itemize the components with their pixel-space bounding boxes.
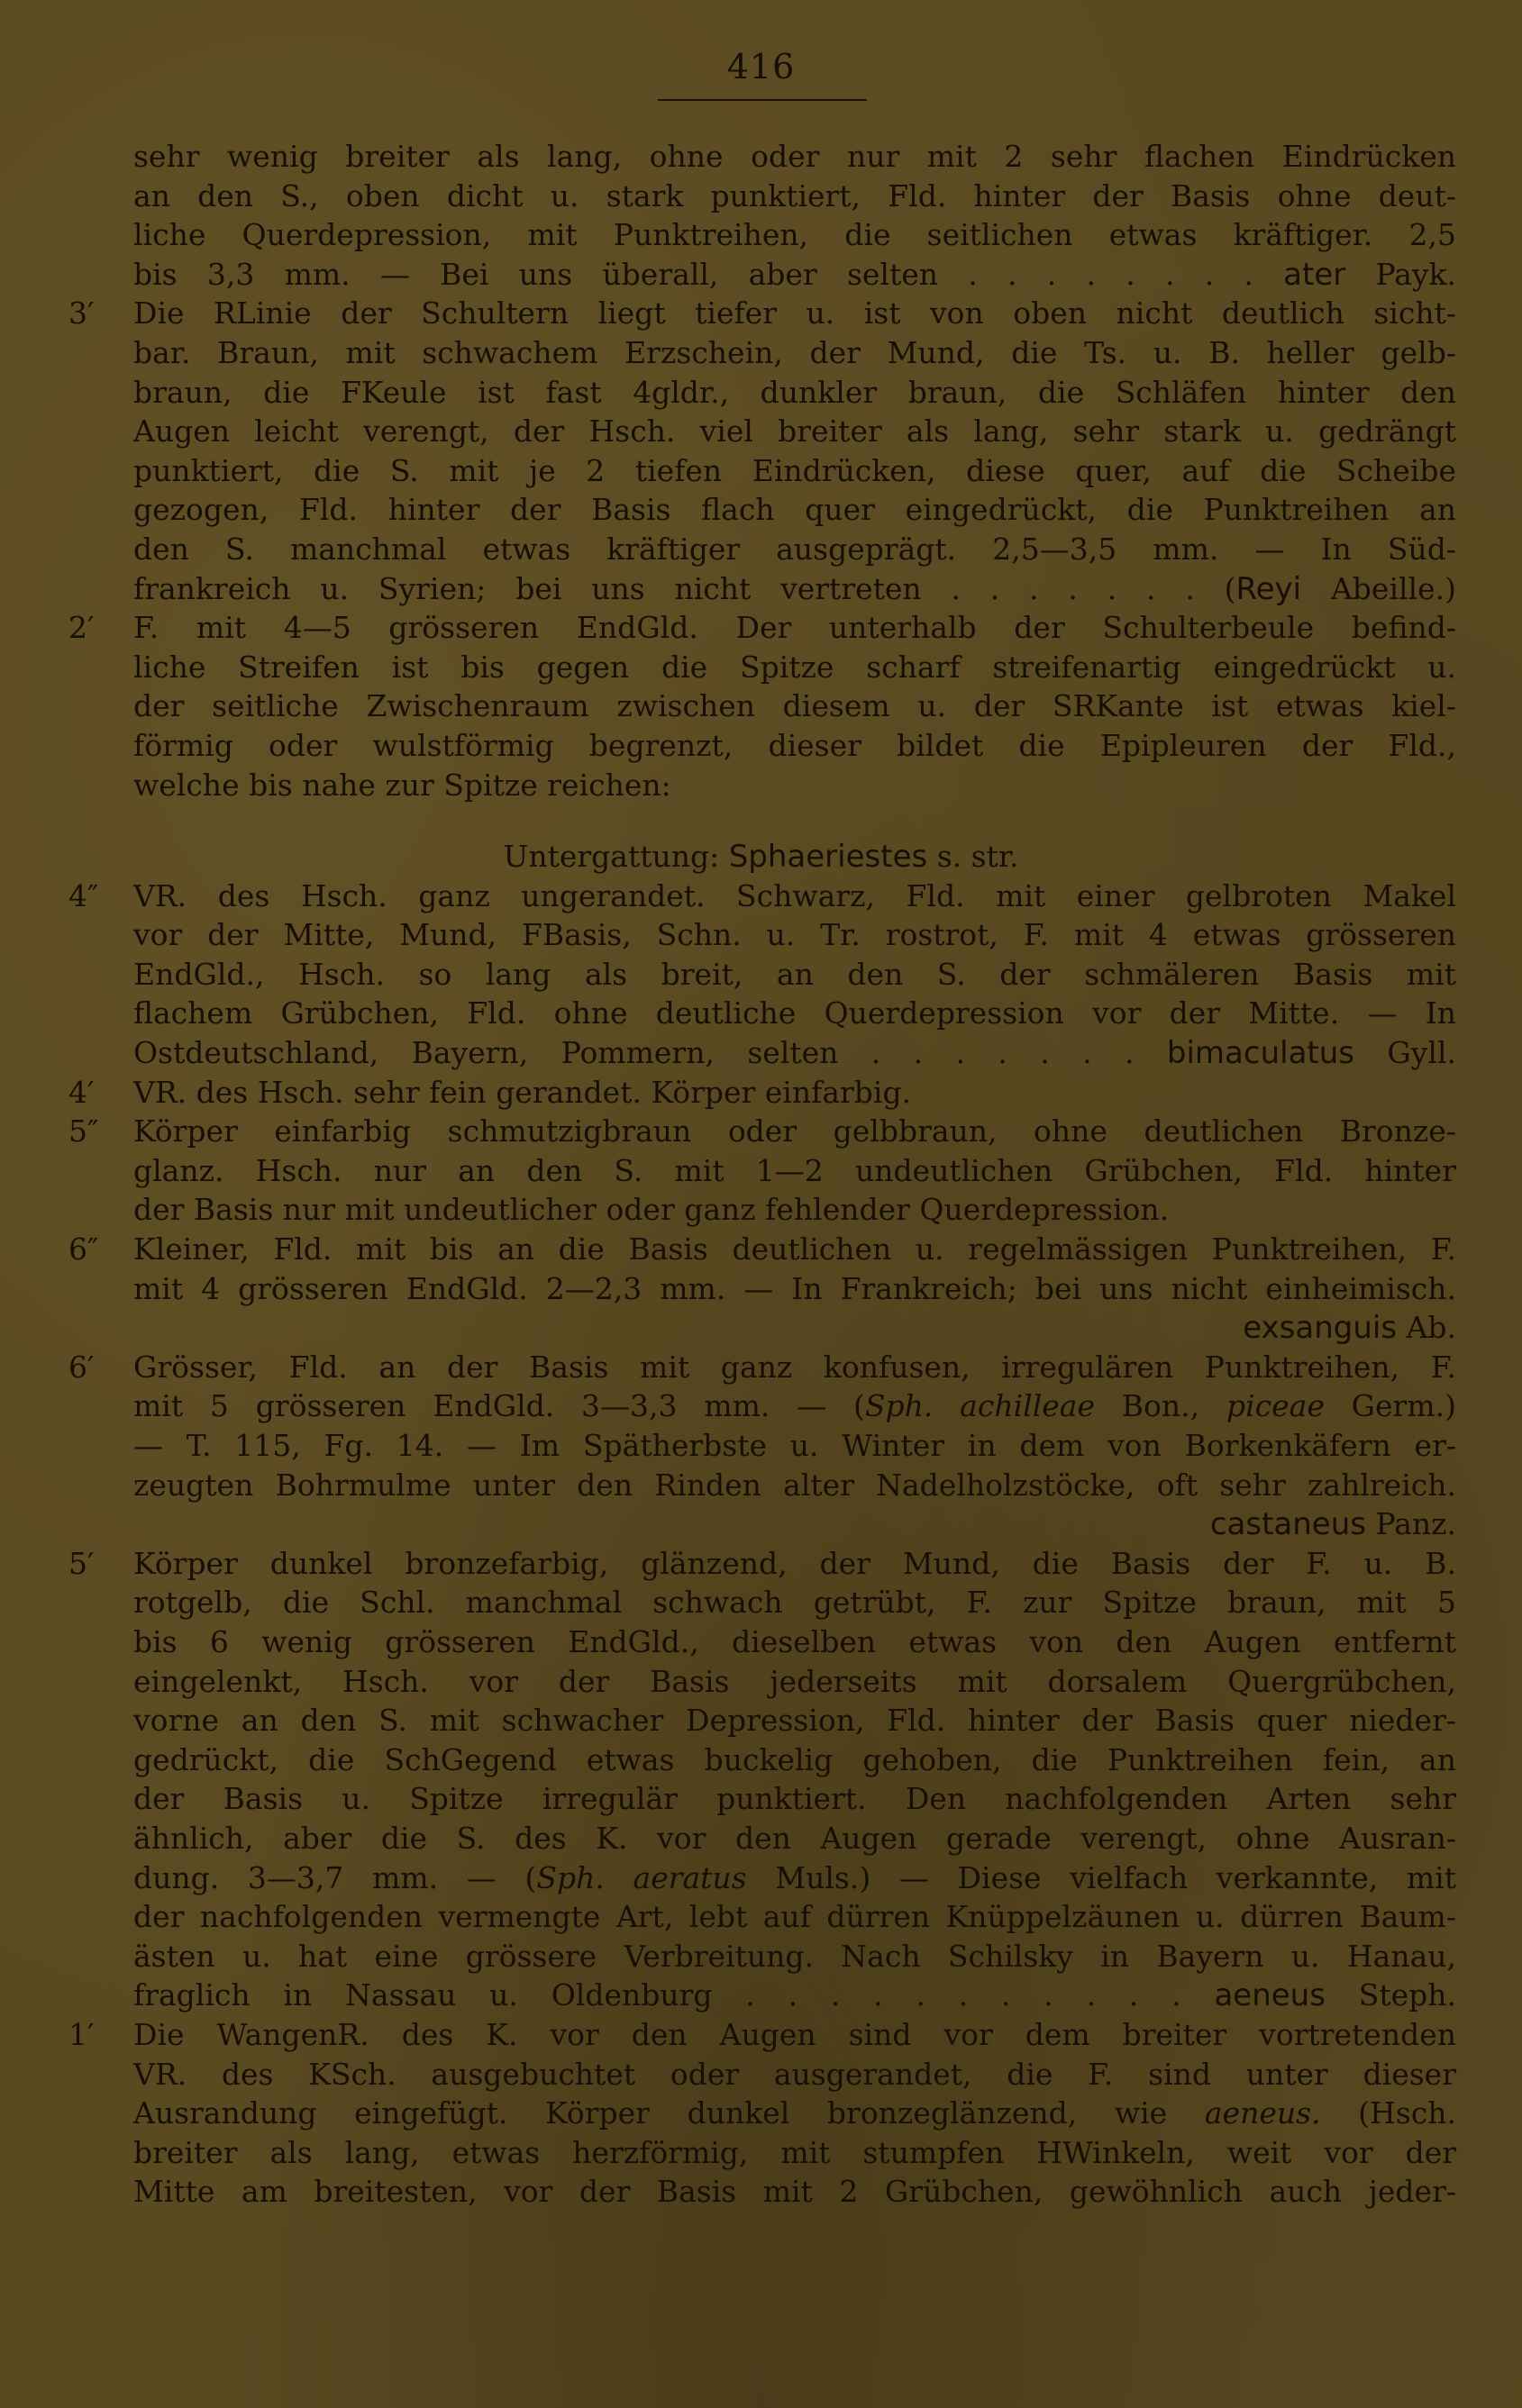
text-run: VR. des Hsch. ganz ungerandet. Schwarz, Fld. mit einer gelbroten Makel: [133, 877, 1456, 913]
text-line: [0, 1701, 1522, 1740]
text-line: [0, 530, 1522, 569]
text-run: (Hsch.: [1320, 2095, 1456, 2131]
line-text: [133, 1230, 1456, 1269]
text-line: [0, 490, 1522, 530]
text-line: [0, 294, 1522, 333]
text-line: [0, 2172, 1522, 2212]
line-text: [133, 1504, 1456, 1545]
text-run: an den S., oben dicht u. stark punktiert, Fld. hinter der Basis ohne deut-: [133, 177, 1456, 214]
couplet-marker: 5″: [68, 1113, 99, 1149]
text-run: bis 3,3 mm. — Bei uns überall, aber selten . . . . . . . .: [133, 256, 1284, 292]
line-text: [133, 373, 1456, 413]
line-text: [133, 530, 1456, 569]
line-text: [133, 1740, 1456, 1780]
line-text: [133, 451, 1456, 491]
text-run: Mitte am breitesten, vor der Basis mit 2 Grübchen, gewöhnlich auch jeder-: [133, 2174, 1456, 2210]
text-run: bis 6 wenig grösseren EndGld., dieselben etwas von den Augen entfernt: [133, 1623, 1456, 1659]
text-run: ähnlich, aber die S. des K. vor den Augen gerade verengt, ohne Ausran-: [133, 1820, 1456, 1856]
text-line: [0, 648, 1522, 687]
line-text: [133, 1544, 1456, 1584]
text-run: Körper dunkel bronzefarbig, glänzend, der Mund, die Basis der F. u. B.: [133, 1545, 1456, 1581]
line-text: [133, 490, 1456, 530]
line-text: [133, 177, 1456, 216]
line-text: [133, 2094, 1456, 2133]
line-text: [133, 1033, 1456, 1074]
line-text: [133, 994, 1456, 1033]
text-run: glanz. Hsch. nur an den S. mit 1—2 undeutlichen Grübchen, Fld. hinter: [133, 1152, 1456, 1188]
text-line: [0, 837, 1522, 877]
text-run: vorne an den S. mit schwacher Depression, Fld. hinter der Basis quer nieder-: [133, 1703, 1456, 1739]
text-line: [0, 1897, 1522, 1937]
text-run: Abeille.): [1301, 570, 1457, 606]
text-line: [0, 994, 1522, 1033]
text-line: [0, 1740, 1522, 1780]
text-run: F. mit 4—5 grösseren EndGld. Der unterhalb der Schulterbeule befind-: [133, 610, 1456, 646]
text-line: [0, 1858, 1522, 1898]
text-run: der nachfolgenden vermengte Art, lebt auf dürren Knüppelzäunen u. dürren Baum-: [133, 1899, 1456, 1935]
text-line: [0, 1112, 1522, 1151]
text-line: [0, 333, 1522, 373]
text-line: [0, 1348, 1522, 1387]
line-text: [133, 2133, 1456, 2173]
text-line: [0, 1230, 1522, 1269]
text-run: ästen u. hat eine grössere Verbreitung. Nach Schilsky in Bayern u. Hanau,: [133, 1938, 1456, 1974]
text-line: [0, 608, 1522, 648]
text-line: [0, 177, 1522, 216]
text-run: welche bis nahe zur Spitze reichen:: [133, 767, 671, 803]
text-line: [0, 373, 1522, 413]
line-text: [133, 1976, 1456, 2016]
species-name: aeneus: [1214, 1977, 1326, 2014]
text-run: mit 5 grösseren EndGld. 3—3,3 mm. — (: [133, 1388, 865, 1424]
line-text: [133, 1858, 1456, 1898]
text-run: flachem Grübchen, Fld. ohne deutliche Querdepression vor der Mitte. — In: [133, 995, 1456, 1031]
text-run: rotgelb, die Schl. manchmal schwach getrübt, F. zur Spitze braun, mit 5: [133, 1585, 1456, 1621]
text-run: Kleiner, Fld. mit bis an die Basis deutlichen u. regelmässigen Punktreihen, F.: [133, 1231, 1456, 1268]
text-line: [0, 1190, 1522, 1230]
line-text: [133, 1819, 1456, 1858]
text-run: VR. des Hsch. sehr fein gerandet. Körper einfarbig.: [133, 1074, 912, 1110]
couplet-marker: 3′: [68, 295, 95, 332]
species-name: castaneus: [1209, 1506, 1366, 1543]
text-line: [0, 1269, 1522, 1309]
text-line: [0, 1073, 1522, 1113]
text-line: [0, 1937, 1522, 1976]
text-run: förmig oder wulstförmig begrenzt, dieser bildet die Epipleuren der Fld.,: [133, 727, 1456, 763]
text-line: [0, 1622, 1522, 1662]
species-name: exsanguis: [1243, 1310, 1398, 1347]
text-line: [0, 569, 1522, 609]
line-text: [133, 1779, 1456, 1819]
line-text: [133, 1308, 1456, 1349]
line-text: [133, 333, 1456, 373]
italic-text: aeneus.: [1204, 2095, 1321, 2131]
text-line: [0, 1779, 1522, 1819]
line-text: [133, 1583, 1456, 1622]
text-line: [0, 1466, 1522, 1505]
text-line: [0, 726, 1522, 766]
line-text: [133, 1348, 1456, 1387]
line-text: [133, 915, 1456, 955]
line-text: [133, 294, 1456, 333]
page-number: 416: [726, 47, 796, 86]
species-name: bimaculatus: [1166, 1035, 1355, 1072]
line-text: [133, 686, 1456, 726]
text-run: Augen leicht verengt, der Hsch. viel breiter als lang, sehr stark u. gedrängt: [133, 413, 1456, 450]
line-text: [133, 255, 1456, 295]
couplet-marker: 5′: [68, 1545, 95, 1581]
text-line: [0, 1033, 1522, 1073]
text-run: sehr wenig breiter als lang, ohne oder nur mit 2 sehr flachen Eindrücken: [133, 139, 1456, 174]
text-run: Germ.): [1324, 1388, 1456, 1424]
line-text: [133, 215, 1456, 255]
species-name: ater: [1283, 256, 1346, 293]
italic-text: Sph. aeratus: [536, 1859, 747, 1895]
line-text: [133, 1937, 1456, 1976]
text-run: Untergattung:: [503, 839, 729, 875]
text-line: [0, 2055, 1522, 2095]
text-run: breiter als lang, etwas herzförmig, mit stumpfen HWinkeln, weit vor der: [133, 2134, 1456, 2170]
text-run: Panz.: [1365, 1506, 1456, 1542]
line-text: [133, 1269, 1456, 1309]
line-text: [133, 608, 1456, 648]
text-line: [0, 255, 1522, 295]
text-line: [0, 2094, 1522, 2133]
header-rule: [658, 99, 867, 101]
text-line: [0, 451, 1522, 491]
couplet-marker: 2′: [68, 610, 95, 646]
text-line: [0, 1583, 1522, 1622]
line-text: [133, 1386, 1456, 1426]
text-line: [0, 766, 1522, 805]
text-run: der Basis u. Spitze irregulär punktiert. Den nachfolgenden Arten sehr: [133, 1781, 1456, 1817]
text-run: Ab.: [1397, 1310, 1456, 1346]
italic-text: piceae: [1226, 1388, 1325, 1424]
line-text: [133, 1112, 1456, 1151]
text-line: [0, 2015, 1522, 2055]
line-text: [133, 726, 1456, 766]
line-text: [133, 1622, 1456, 1662]
text-run: Bon.,: [1094, 1388, 1226, 1424]
line-text: [133, 1073, 911, 1113]
text-run: Payk.: [1345, 256, 1457, 292]
text-run: den S. manchmal etwas kräftiger ausgeprägt. 2,5—3,5 mm. — In Süd-: [133, 531, 1456, 567]
line-text: [0, 837, 1522, 877]
line-text: [133, 2055, 1456, 2095]
line-text: [133, 137, 1456, 177]
species-name: Reyi: [1235, 570, 1302, 607]
text-run: Die WangenR. des K. vor den Augen sind vor dem breiter vortretenden: [133, 2016, 1456, 2052]
text-line: [0, 1662, 1522, 1702]
line-text: [133, 569, 1456, 610]
text-line: [0, 1151, 1522, 1191]
text-line: [0, 2133, 1522, 2173]
line-text: [133, 1426, 1456, 1466]
text-line: [0, 1976, 1522, 2015]
line-text: [133, 1662, 1456, 1702]
text-run: gezogen, Fld. hinter der Basis flach quer eingedrückt, die Punktreihen an: [133, 492, 1456, 528]
text-run: zeugten Bohrmulme unter den Rinden alter Nadelholzstöcke, oft sehr zahlreich.: [133, 1467, 1456, 1503]
text-run: liche Querdepression, mit Punktreihen, die seitlichen etwas kräftiger. 2,5: [133, 217, 1456, 253]
couplet-marker: 4′: [68, 1074, 95, 1110]
text-run: Körper einfarbig schmutzigbraun oder gelbbraun, ohne deutlichen Bronze-: [133, 1113, 1456, 1149]
text-line: [0, 1426, 1522, 1466]
line-text: [133, 1151, 1456, 1191]
text-run: Ostdeutschland, Bayern, Pommern, selten . . . . . . .: [133, 1035, 1167, 1071]
page-body: [0, 137, 1522, 2212]
text-line: [0, 137, 1522, 177]
line-text: [133, 877, 1456, 916]
line-text: [133, 412, 1456, 451]
text-line: [0, 412, 1522, 451]
text-run: EndGld., Hsch. so lang als breit, an den S. der schmäleren Basis mit: [133, 956, 1456, 992]
text-line: [0, 955, 1522, 995]
line-text: [133, 766, 671, 805]
text-run: fraglich in Nassau u. Oldenburg . . . . . . . . . . .: [133, 1977, 1215, 2013]
text-line: [0, 686, 1522, 726]
text-run: s. str.: [927, 839, 1019, 875]
species-name: Sphaeriestes: [728, 839, 928, 876]
text-run: frankreich u. Syrien; bei uns nicht vertreten . . . . . . . (: [133, 570, 1236, 606]
text-run: Grösser, Fld. an der Basis mit ganz konfusen, irregulären Punktreihen, F.: [133, 1349, 1456, 1385]
text-run: liche Streifen ist bis gegen die Spitze scharf streifenartig eingedrückt u.: [133, 649, 1456, 685]
text-line: [0, 1308, 1522, 1348]
text-run: braun, die FKeule ist fast 4gldr., dunkler braun, die Schläfen hinter den: [133, 374, 1456, 410]
line-text: [133, 955, 1456, 995]
line-text: [133, 2172, 1456, 2212]
text-run: dung. 3—3,7 mm. — (: [133, 1859, 537, 1895]
text-run: der seitliche Zwischenraum zwischen diesem u. der SRKante ist etwas kiel-: [133, 688, 1456, 724]
text-line: [0, 877, 1522, 916]
text-run: der Basis nur mit undeutlicher oder ganz fehlender Querdepression.: [133, 1192, 1170, 1228]
text-run: Steph.: [1325, 1977, 1456, 2013]
text-run: Gyll.: [1354, 1035, 1457, 1071]
text-line: [0, 915, 1522, 955]
text-line: [0, 215, 1522, 255]
line-text: [133, 1701, 1456, 1740]
section-gap: [0, 804, 1522, 837]
text-line: [0, 1504, 1522, 1544]
text-run: eingelenkt, Hsch. vor der Basis jederseits mit dorsalem Quergrübchen,: [133, 1663, 1456, 1699]
text-run: gedrückt, die SchGegend etwas buckelig gehoben, die Punktreihen fein, an: [133, 1741, 1456, 1777]
couplet-marker: 6′: [68, 1349, 95, 1385]
line-text: [133, 2015, 1456, 2055]
text-run: VR. des KSch. ausgebuchtet oder ausgerandet, die F. sind unter dieser: [133, 2056, 1456, 2092]
line-text: [133, 1466, 1456, 1505]
text-run: Ausrandung eingefügt. Körper dunkel bronzeglänzend, wie: [133, 2095, 1205, 2131]
text-line: [0, 1544, 1522, 1584]
text-run: vor der Mitte, Mund, FBasis, Schn. u. Tr. rostrot, F. mit 4 etwas grösseren: [133, 917, 1456, 953]
couplet-marker: 1′: [68, 2016, 95, 2052]
text-line: [0, 1386, 1522, 1426]
couplet-marker: 4″: [68, 877, 99, 913]
line-text: [133, 648, 1456, 687]
line-text: [133, 1897, 1456, 1937]
text-run: Die RLinie der Schultern liegt tiefer u. ist von oben nicht deutlich sicht-: [133, 295, 1456, 332]
text-run: bar. Braun, mit schwachem Erzschein, der Mund, die Ts. u. B. heller gelb-: [133, 334, 1456, 370]
text-line: [0, 1819, 1522, 1858]
text-run: Muls.) — Diese vielfach verkannte, mit: [746, 1859, 1456, 1895]
italic-text: Sph. achilleae: [864, 1388, 1095, 1424]
line-text: [133, 1190, 1169, 1230]
text-run: punktiert, die S. mit je 2 tiefen Eindrücken, diese quer, auf die Scheibe: [133, 452, 1456, 488]
text-run: — T. 115, Fg. 14. — Im Spätherbste u. Winter in dem von Borkenkäfern er-: [133, 1428, 1456, 1463]
couplet-marker: 6″: [68, 1231, 99, 1268]
text-run: mit 4 grösseren EndGld. 2—2,3 mm. — In Frankreich; bei uns nicht einheimisch.: [133, 1270, 1456, 1306]
